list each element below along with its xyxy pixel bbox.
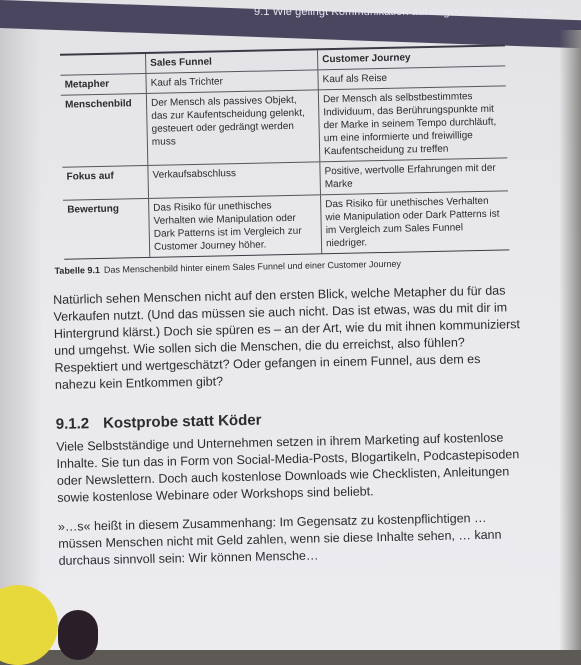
customer-journey-cell: Der Mensch als selbstbestimmtes Individuum, das Berührungspunkte mit der Marke in seinem Tempo durchläuft, um eine informierte und freiwillige Kaufentscheidung zu treffen [318, 86, 507, 161]
running-head: 9.1 Wie gelingt Kommunikation auf Augenhöhe? Sechs Ideen [254, 6, 559, 18]
section-title: Kostprobe statt Köder [102, 411, 262, 432]
customer-journey-cell: Kauf als Reise [317, 66, 505, 89]
table-header-sales-funnel: Sales Funnel [145, 50, 317, 73]
table-caption-label: Tabelle 9.1 [54, 264, 100, 276]
body-paragraph: Natürlich sehen Menschen nicht auf den ersten Blick, welche Metapher du für das Verkaufen nutzt. (Und das müssen sie auch nicht. Das ist etwas, was du mit dir im Hintergrund klärst.) Doch sie spüren es – an der Art, wie du mit ihnen kommunizierst und umgehst. Wie sollen sich die Menschen, die du erreichst, also fühlen? Respektiert und wertgeschätzt? Oder gefangen in einem Funnel, aus dem es nahezu kein Entkommen gibt? [53, 283, 521, 392]
sales-funnel-cell: Kauf als Trichter [145, 70, 317, 93]
table-caption [54, 255, 562, 276]
table-caption-text: Das Menschenbild hinter einem Sales Funnel und einer Customer Journey [103, 258, 402, 275]
sales-funnel-cell: Der Mensch als passives Objekt, das zur Kaufentscheidung gelenkt, gesteuert oder gedrängt werden muss [146, 90, 319, 165]
customer-journey-cell: Positive, wertvolle Erfahrungen mit der Marke [319, 158, 508, 194]
table-row [63, 191, 509, 258]
row-label: Fokus auf [66, 170, 114, 183]
section-number: 9.1.2 [55, 415, 90, 433]
body-paragraph: Viele Selbstständige und Unternehmen setzen in ihrem Marketing auf kostenlose Inhalte. Sie tun das in Form von Social-Media-Posts, Blogartikeln, Podcastepisoden oder Newslettern. Doch auch kostenlose Downloads wie Checklisten, Anleitungen sowie kostenlose Webinare oder Workshops sind beliebt. [56, 430, 520, 505]
section-heading [56, 405, 566, 433]
comparison-table [60, 44, 509, 259]
page-content [48, 43, 569, 570]
finger [58, 610, 98, 660]
body-paragraph: »…s« heißt in diesem Zusammenhang: Im Gegensatz zu kostenpflichtigen … müssen Menschen nicht mit Geld zahlen, wenn sie diese Inhalte sehen, … kann durchaus sinnvoll sein: Wir können Mensche… [57, 510, 502, 568]
table-header-empty [60, 54, 145, 75]
table-header-customer-journey: Customer Journey [317, 46, 505, 69]
table-row [61, 86, 507, 167]
page-gutter-shadow [0, 0, 42, 650]
row-label: Bewertung [67, 203, 120, 216]
customer-journey-cell: Das Risiko für unethisches Verhalten wie Manipulation oder Dark Patterns ist im Vergleich zum Sales Funnel niedriger. [320, 191, 509, 253]
thumb-fingernail [0, 585, 58, 665]
row-label: Menschenbild [64, 98, 132, 111]
page-edge-shadow [559, 30, 581, 650]
sales-funnel-cell: Verkaufsabschluss [147, 162, 320, 198]
sales-funnel-cell: Das Risiko für unethisches Verhalten wie Manipulation oder Dark Patterns ist im Vergleich zur Customer Journey höher. [148, 195, 321, 257]
row-label: Metapher [64, 78, 110, 91]
